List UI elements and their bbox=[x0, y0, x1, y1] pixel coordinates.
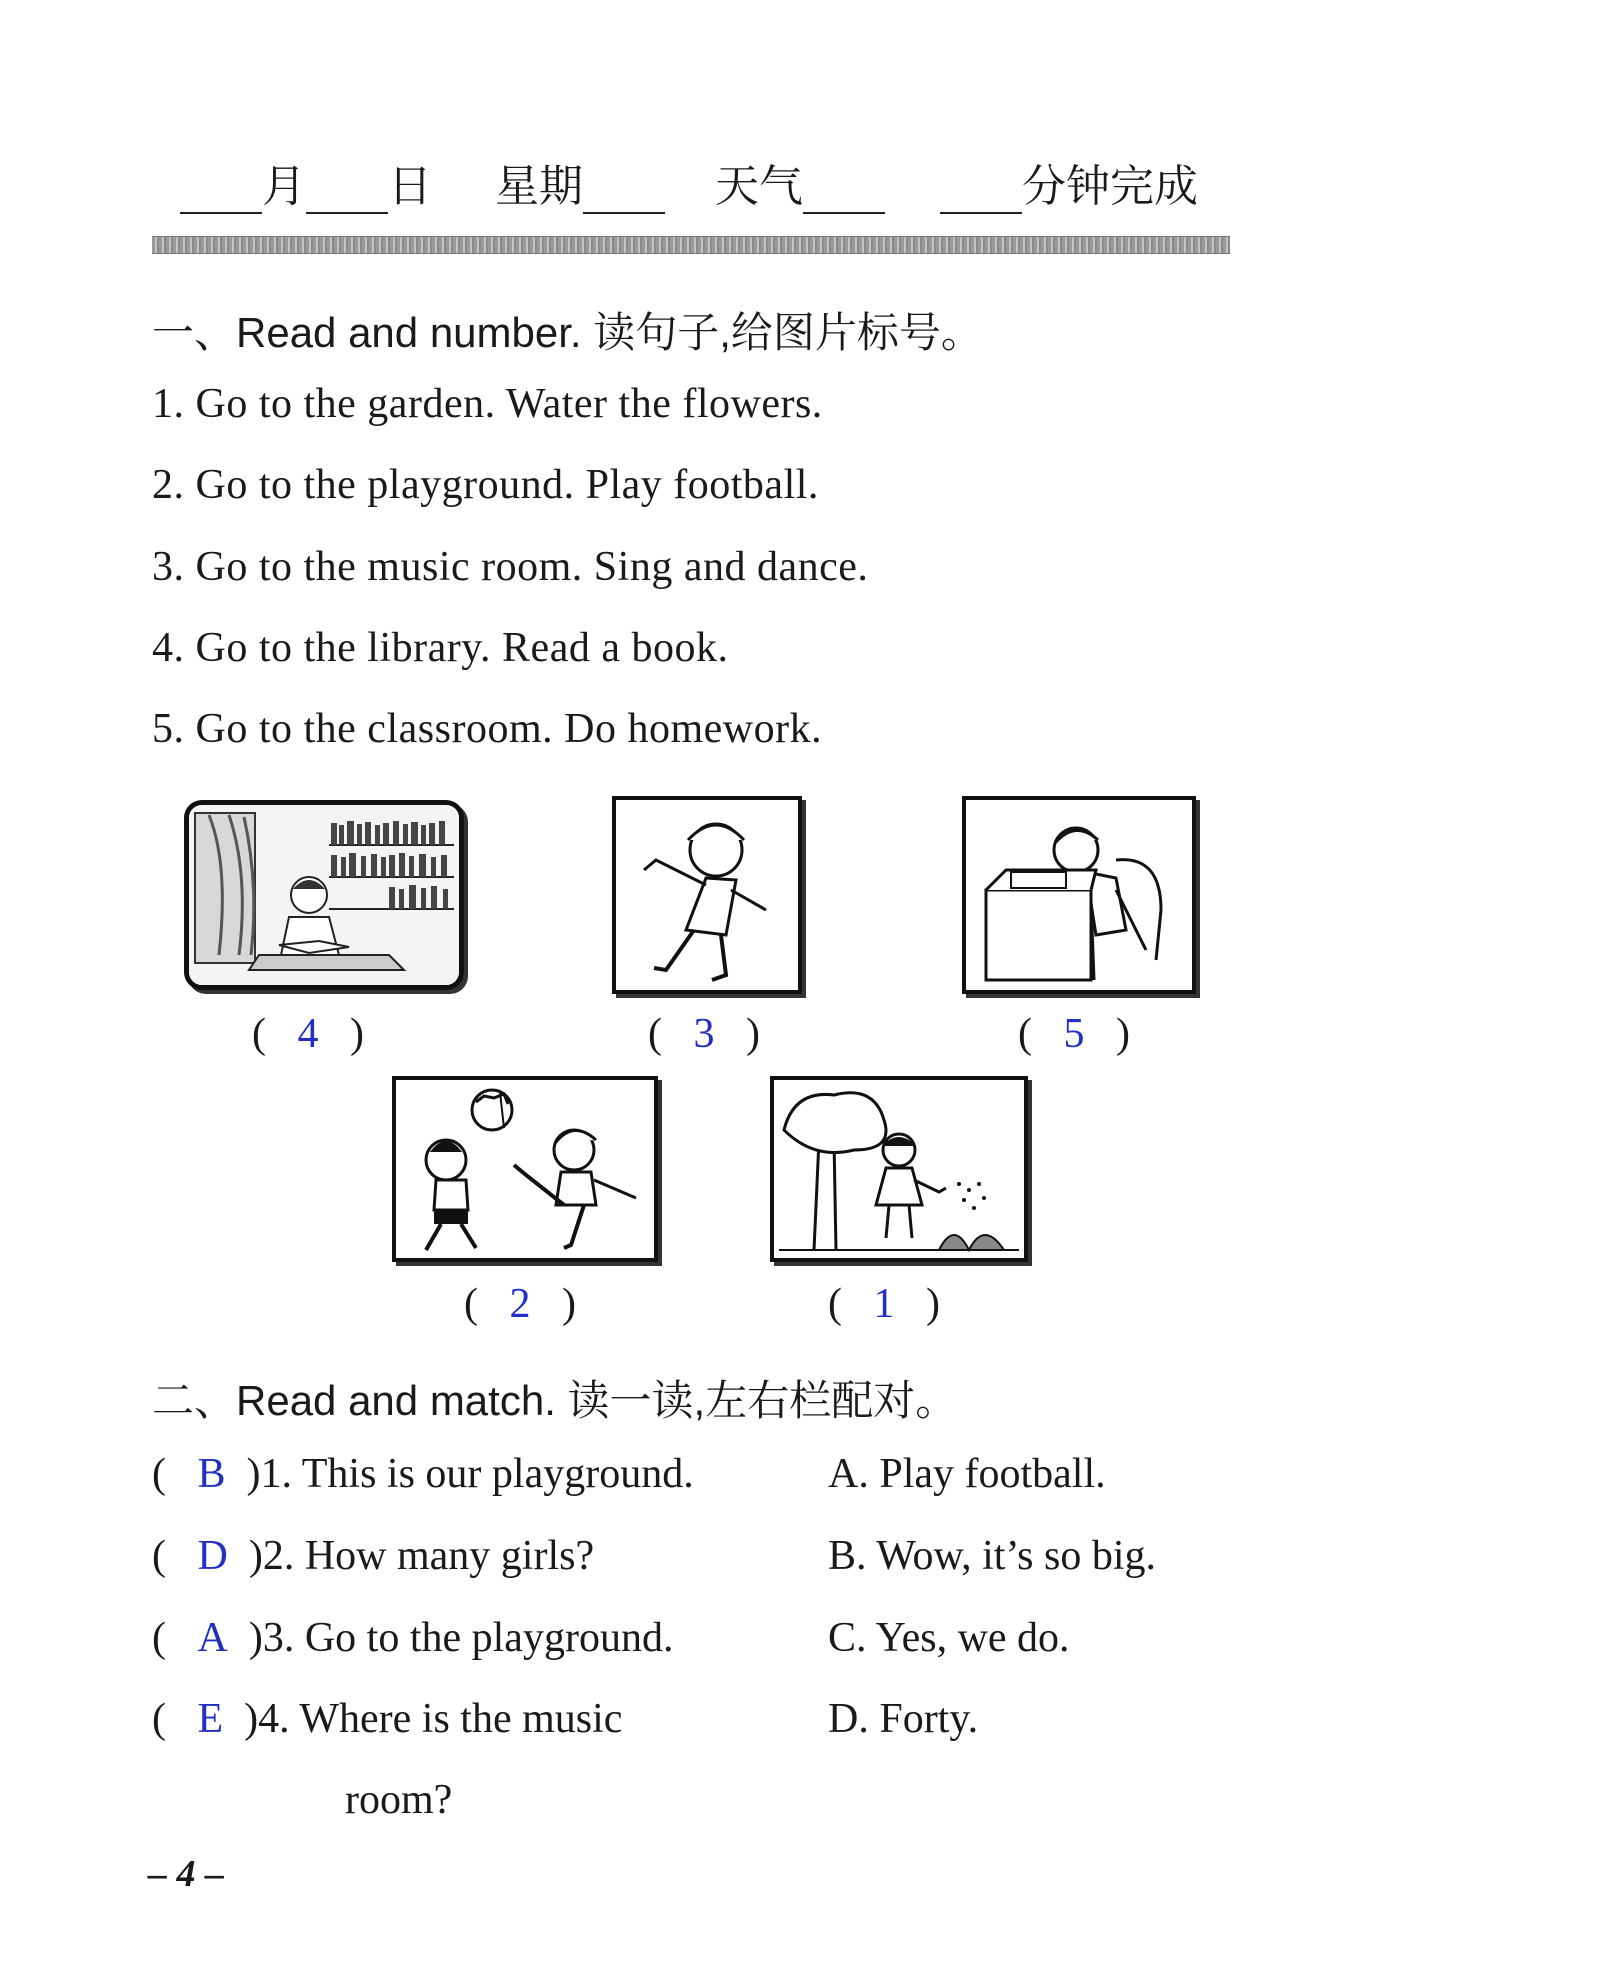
match-question: )1. This is our playground. bbox=[246, 1451, 694, 1497]
day-label: 日 bbox=[388, 161, 432, 212]
answer-value: 3 bbox=[693, 1011, 715, 1057]
match-option-c: C. Yes, we do. bbox=[828, 1615, 1070, 1661]
library-picture bbox=[184, 800, 464, 990]
sentence-5: 5. Go to the classroom. Do homework. bbox=[152, 706, 823, 752]
answer-classroom[interactable]: ( 5 ) bbox=[1018, 1011, 1130, 1057]
match-answer: A bbox=[197, 1615, 228, 1661]
match-question: )4. Where is the music bbox=[244, 1696, 623, 1742]
classroom-picture bbox=[962, 796, 1196, 994]
month-blank[interactable] bbox=[180, 172, 262, 214]
match-option-b: B. Wow, it’s so big. bbox=[828, 1533, 1157, 1579]
minutes-blank[interactable] bbox=[940, 172, 1022, 214]
section2-title: 二、Read and match. 读一读,左右栏配对。 bbox=[152, 1377, 958, 1424]
date-header bbox=[180, 150, 1240, 220]
weekday-label: 星期 bbox=[495, 161, 583, 212]
answer-paren[interactable]: ( D bbox=[152, 1533, 228, 1579]
month-label: 月 bbox=[262, 161, 306, 212]
section1-title: 一、Read and number. 读句子,给图片标号。 bbox=[152, 309, 983, 356]
sentence-4: 4. Go to the library. Read a book. bbox=[152, 625, 729, 671]
answer-value: 5 bbox=[1063, 1011, 1085, 1057]
weekday-blank[interactable] bbox=[583, 172, 665, 214]
sentence-1: 1. Go to the garden. Water the flowers. bbox=[152, 381, 823, 427]
match-row-2 bbox=[152, 1532, 594, 1580]
match-row-3 bbox=[152, 1614, 673, 1662]
answer-value: 4 bbox=[297, 1011, 319, 1057]
answer-paren[interactable]: ( A bbox=[152, 1615, 228, 1661]
answer-library[interactable]: ( 4 ) bbox=[252, 1011, 364, 1057]
page-number: – 4 – bbox=[148, 1853, 224, 1895]
match-option-a: A. Play football. bbox=[828, 1451, 1106, 1497]
answer-value: 1 bbox=[873, 1281, 895, 1327]
answer-music-room[interactable]: ( 3 ) bbox=[648, 1011, 760, 1057]
header-rule bbox=[152, 236, 1230, 254]
match-answer: D bbox=[197, 1533, 228, 1579]
sentence-3: 3. Go to the music room. Sing and dance. bbox=[152, 544, 869, 590]
match-question: )2. How many girls? bbox=[248, 1533, 595, 1579]
answer-paren[interactable]: ( B bbox=[152, 1451, 226, 1497]
match-row-4-continuation: room? bbox=[345, 1777, 453, 1823]
playground-picture bbox=[392, 1076, 658, 1262]
music-room-picture bbox=[612, 796, 802, 994]
match-answer: E bbox=[197, 1696, 224, 1742]
match-answer: B bbox=[197, 1451, 226, 1497]
answer-value: 2 bbox=[509, 1281, 531, 1327]
sentence-2: 2. Go to the playground. Play football. bbox=[152, 462, 819, 508]
minutes-label: 分钟完成 bbox=[1022, 161, 1198, 212]
answer-garden[interactable]: ( 1 ) bbox=[828, 1281, 940, 1327]
answer-playground[interactable]: ( 2 ) bbox=[464, 1281, 576, 1327]
match-row-4 bbox=[152, 1695, 622, 1743]
match-row-1 bbox=[152, 1450, 694, 1498]
match-option-d: D. Forty. bbox=[828, 1696, 979, 1742]
match-question: )3. Go to the playground. bbox=[248, 1615, 674, 1661]
garden-picture bbox=[770, 1076, 1028, 1262]
day-blank[interactable] bbox=[306, 172, 388, 214]
answer-paren[interactable]: ( E bbox=[152, 1696, 224, 1742]
weather-blank[interactable] bbox=[803, 172, 885, 214]
weather-label: 天气 bbox=[715, 161, 803, 212]
